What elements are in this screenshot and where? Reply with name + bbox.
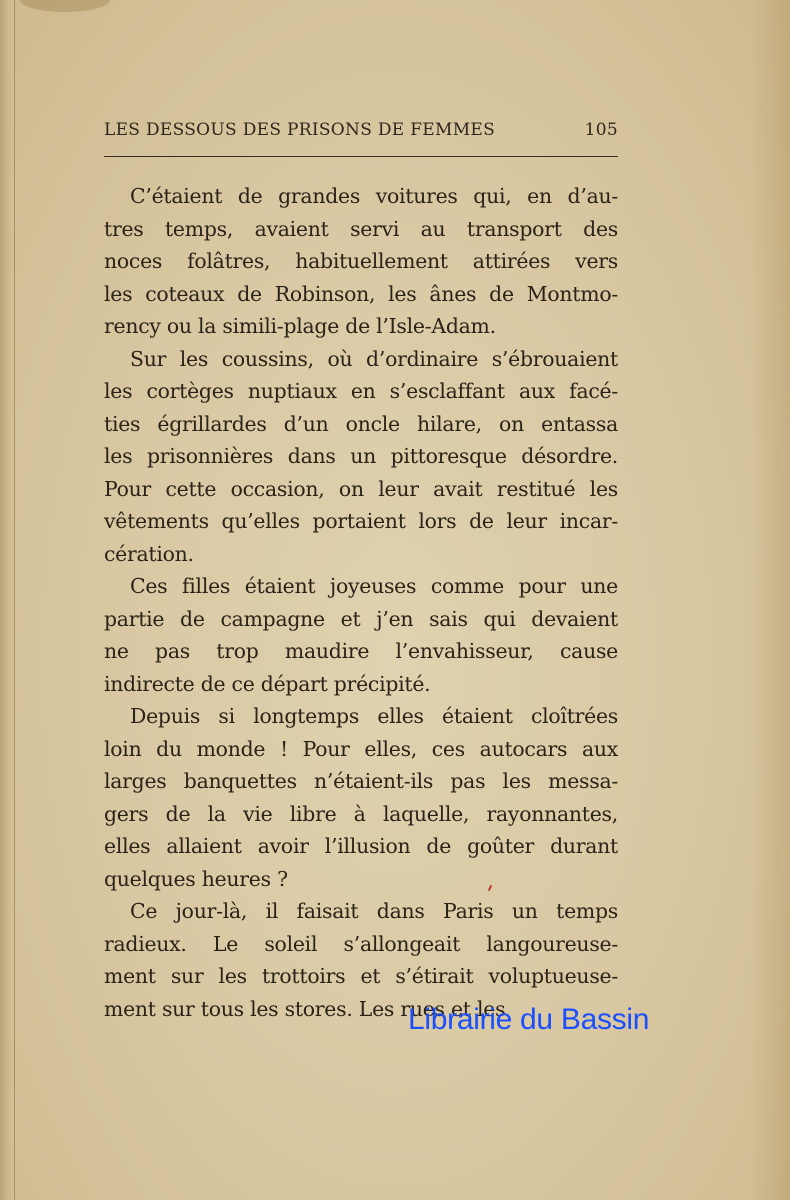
text-line: les coteaux de Robinson, les ânes de Montmo- [104, 281, 618, 306]
paragraph [104, 343, 618, 571]
body-text [104, 180, 618, 1025]
page-right-edge [750, 0, 790, 1200]
text-line: elles allaient avoir l’illusion de goûter durant [104, 834, 618, 858]
running-head-title: LES DESSOUS DES PRISONS DE FEMMES [104, 120, 496, 140]
text-line: ment sur tous les stores. Les rues et les [104, 996, 506, 1021]
text-line: ties égrillardes d’un oncle hilare, on entassa [104, 411, 618, 436]
text-line: tres temps, avaient servi au transport des [104, 216, 618, 241]
text-line: les cortèges nuptiaux en s’esclaffant aux facé- [104, 379, 618, 403]
paragraph [104, 180, 618, 343]
text-line: ment sur les trottoirs et s’étirait voluptueuse- [104, 964, 618, 988]
page-gutter [0, 0, 15, 1200]
text-line: cération. [104, 541, 194, 566]
text-line: loin du monde ! Pour elles, ces autocars aux [104, 736, 618, 761]
text-line: partie de campagne et j’en sais qui devaient [104, 606, 618, 631]
text-line: Pour cette occasion, on leur avait restitué les [104, 476, 618, 501]
text-line: Ce jour-là, il faisait dans Paris un temps [130, 899, 618, 923]
text-line: vêtements qu’elles portaient lors de leur incar- [104, 509, 618, 533]
text-line: C’étaient de grandes voitures qui, en d’au- [130, 184, 618, 208]
paragraph [104, 700, 618, 895]
text-line: indirecte de ce départ précipité. [104, 671, 431, 696]
text-line: quelques heures ? [104, 866, 288, 891]
page-number: 105 [584, 120, 618, 140]
text-line: Ces filles étaient joyeuses comme pour une [130, 574, 618, 598]
watermark: Librairie du Bassin [408, 1003, 650, 1036]
text-line: Sur les coussins, où d’ordinaire s’ébrouaient [130, 346, 618, 371]
paper-stain [20, 0, 110, 12]
text-line: gers de la vie libre à laquelle, rayonnantes, [104, 801, 618, 826]
text-line: radieux. Le soleil s’allongeait langoureuse- [104, 931, 618, 956]
header-rule [104, 156, 618, 157]
text-line: larges banquettes n’étaient-ils pas les messa- [104, 769, 618, 793]
text-line: noces folâtres, habituellement attirées vers [104, 249, 618, 273]
text-line: Depuis si longtemps elles étaient cloîtrées [130, 704, 618, 728]
paragraph [104, 570, 618, 700]
running-head [104, 120, 618, 140]
text-line: ne pas trop maudire l’envahisseur, cause [104, 639, 618, 663]
text-line: rency ou la simili-plage de l’Isle-Adam. [104, 314, 496, 338]
text-line: les prisonnières dans un pittoresque désordre. [104, 444, 618, 468]
